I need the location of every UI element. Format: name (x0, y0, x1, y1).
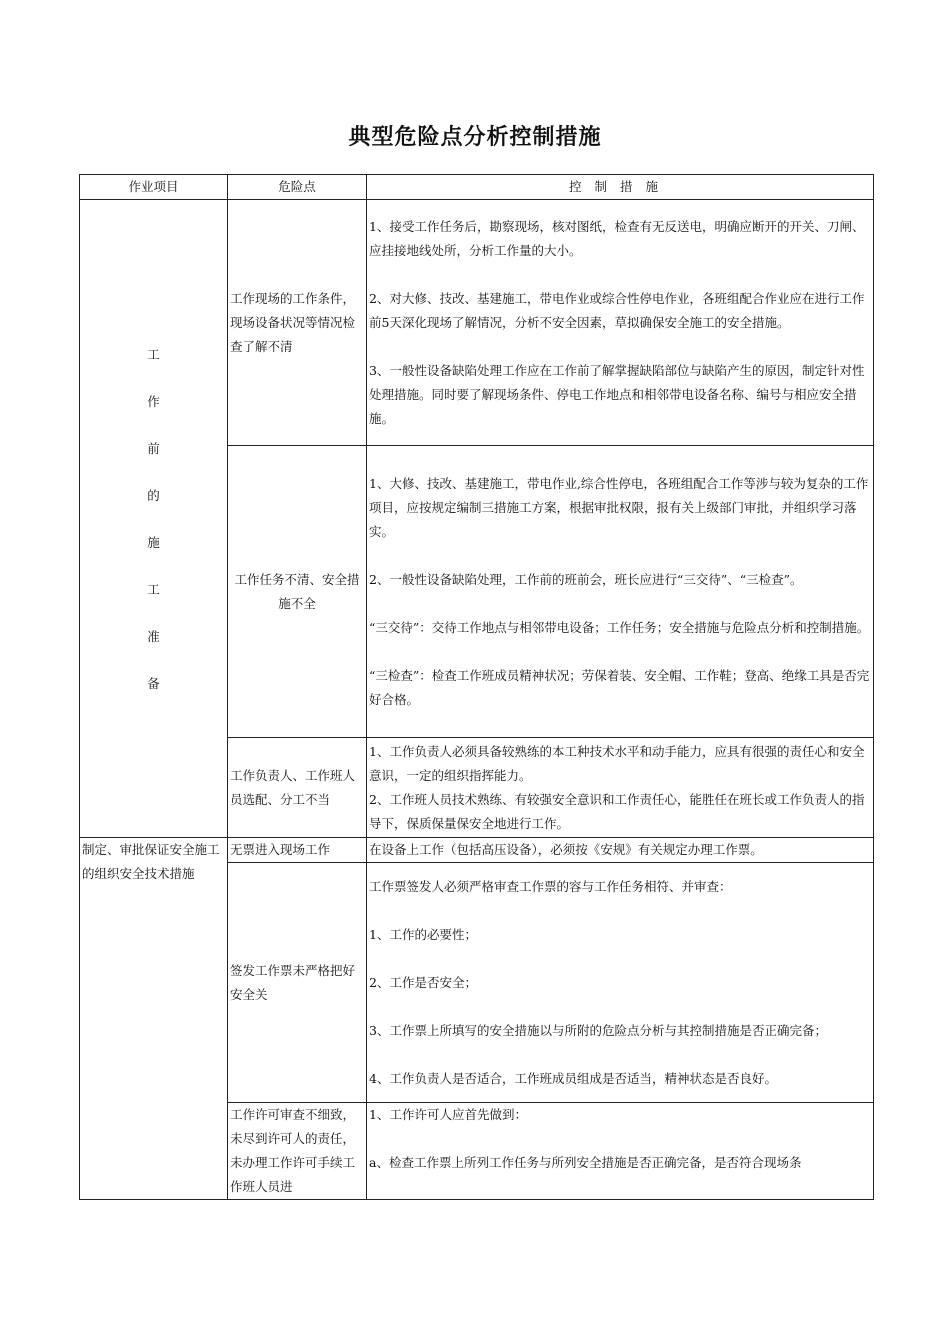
table-row (80, 838, 874, 863)
measure-text: “三检查”：检查工作班成员精神状况；劳保着装、安全帽、工作鞋；登高、绝缘工具是否完好合格。 (369, 667, 870, 707)
measure-text: 2、对大修、技改、基建施工，带电作业或综合性停电作业，各班组配合作业应在进行工作前5天深化现场了解情况，分析不安全因素，草拟确保安全施工的安全措施。 (369, 290, 865, 330)
measure-text: 工作票签发人必须严格审查工作票的容与工作任务相符、并审查： (369, 878, 732, 894)
table-header-row (80, 175, 874, 200)
item-char: 工 (147, 581, 160, 597)
item-char: 施 (147, 534, 160, 550)
item-char: 备 (147, 675, 160, 691)
item-char: 工 (147, 346, 160, 362)
header-measures: 控制措施 (367, 175, 874, 200)
measure-text: 1、大修、技改、基建施工，带电作业,综合性停电，各班组配合工作等涉与较为复杂的工作项目，应按规定编制三措施工方案，根据审批权限，报有关上级部门审批，并组织学习落实。 (369, 475, 869, 539)
item-char: 作 (147, 393, 160, 409)
measures-cell (367, 863, 874, 1103)
danger-cell: 工作许可审查不细致，未尽到许可人的责任，未办理工作许可手续工作班人员进 (228, 1103, 367, 1200)
danger-cell: 工作现场的工作条件，现场设备状况等情况检查了解不清 (228, 200, 367, 446)
measure-text: 1、工作的必要性； (369, 926, 477, 942)
measure-text: 3、一般性设备缺陷处理工作应在工作前了解掌握缺陷部位与缺陷产生的原因，制定针对性处理措施。同时要了解现场条件、停电工作地点和相邻带电设备名称、编号与相应安全措施。 (369, 362, 865, 426)
measures-cell (367, 200, 874, 446)
hazard-control-table (79, 174, 874, 1200)
header-danger: 危险点 (228, 175, 367, 200)
measure-text: 3、工作票上所填写的安全措施以与所附的危险点分析与其控制措施是否正确完备； (369, 1022, 827, 1038)
measure-text: 1、工作许可人应首先做到： (369, 1107, 527, 1122)
danger-cell: 工作任务不清、安全措施不全 (228, 446, 367, 738)
page-title: 典型危险点分析控制措施 (348, 125, 602, 150)
measure-text: 2、一般性设备缺陷处理，工作前的班前会，班长应进行“三交待”、“三检查”。 (369, 571, 803, 587)
measures-cell (367, 738, 874, 838)
measure-text: 1、工作负责人必须具备较熟练的本工种技术水平和动手能力，应具有很强的责任心和安全意识，一定的组织指挥能力。 (369, 743, 865, 783)
measure-text: 1、接受工作任务后，勘察现场，核对图纸，检查有无反送电，明确应断开的开关、刀闸、应挂接地线处所，分析工作量的大小。 (369, 218, 865, 258)
item-cell-safety-measures: 制定、审批保证安全施工的组织安全技术措施 (80, 838, 228, 1200)
measures-cell (367, 838, 874, 863)
measure-text: 2、工作班人员技术熟练、有较强安全意识和工作责任心，能胜任在班长或工作负责人的指导下，保质保量保安全地进行工作。 (369, 791, 865, 831)
item-char: 的 (147, 487, 160, 503)
measures-cell (367, 446, 874, 738)
measures-cell (367, 1103, 874, 1200)
danger-cell: 签发工作票未严格把好安全关 (228, 863, 367, 1103)
measure-text: “三交待”：交待工作地点与相邻带电设备；工作任务；安全措施与危险点分析和控制措施。 (369, 619, 870, 635)
measure-text: a、检查工作票上所列工作任务与所列安全措施是否正确完备，是否符合现场条 (369, 1155, 802, 1170)
item-cell-preparation (80, 200, 228, 838)
item-char: 前 (147, 440, 160, 456)
item-char: 准 (147, 628, 160, 644)
header-item: 作业项目 (80, 175, 228, 200)
table-row (80, 200, 874, 446)
danger-cell: 工作负责人、工作班人员选配、分工不当 (228, 738, 367, 838)
danger-cell: 无票进入现场工作 (228, 838, 367, 863)
measure-text: 2、工作是否安全； (369, 974, 477, 990)
measure-text: 4、工作负责人是否适合，工作班成员组成是否适当，精神状态是否良好。 (369, 1070, 777, 1086)
measure-text: 在设备上工作（包括高压设备），必须按《安规》有关规定办理工作票。 (369, 842, 763, 857)
